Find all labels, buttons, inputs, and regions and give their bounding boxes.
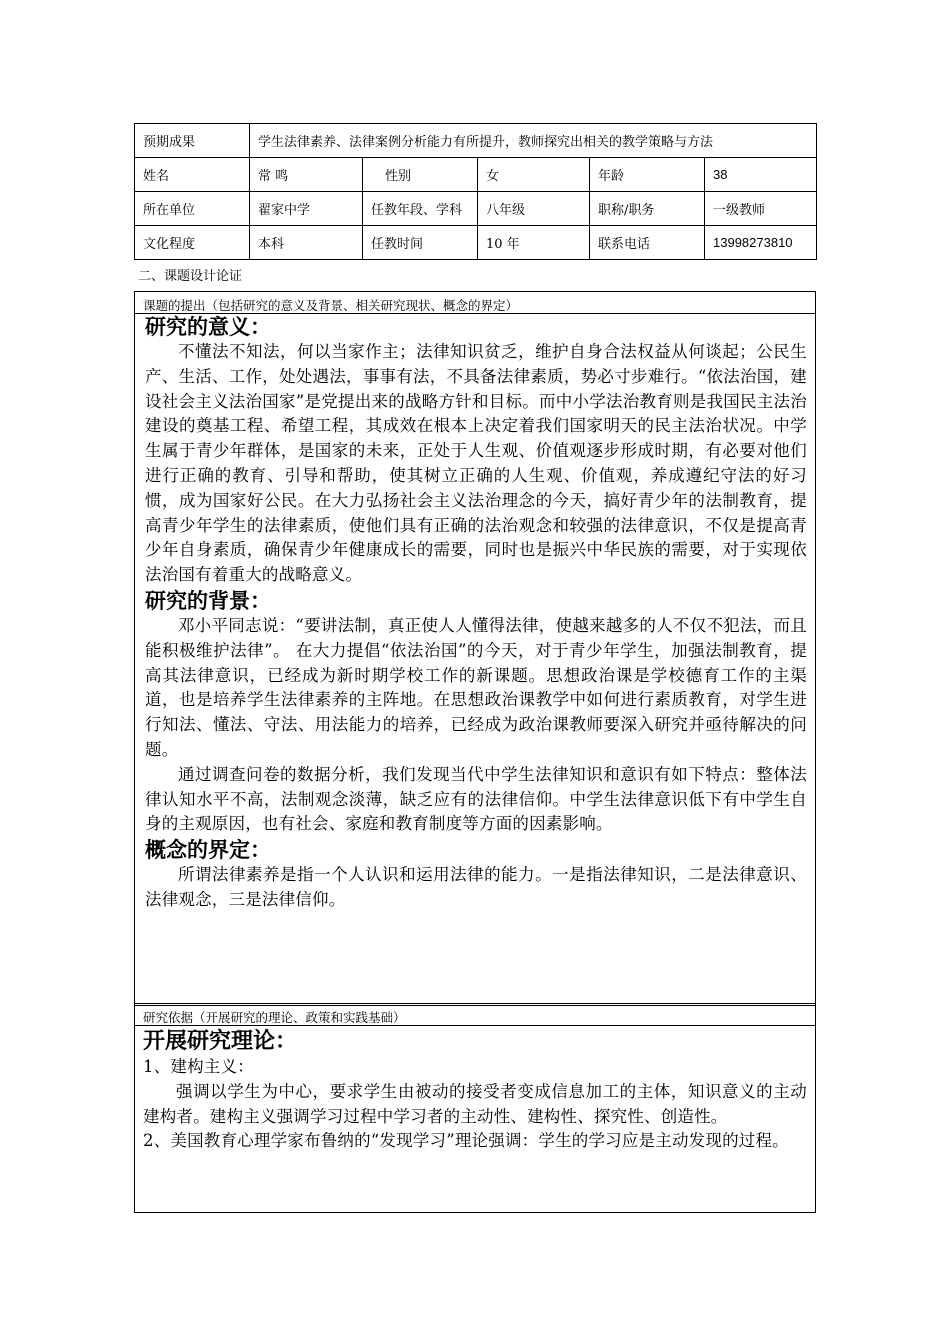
definition-heading: 概念的界定： [145,838,271,863]
phone-value: 13998273810 [705,226,817,260]
table-row [135,192,817,226]
survey-paragraph: 通过调查问卷的数据分析，我们发现当代中学生法律知识和意识有如下特点：整体法律认知水平不高，法制观念淡薄，缺乏应有的法律信仰。中学生法律意识低下有中学生自身的主观原因，也有社会、家庭和教育制度等方面的因素影响。 [145,764,807,834]
gender-value: 女 [478,158,590,192]
title-value: 一级教师 [705,192,817,226]
research-basis-box [134,1003,816,1213]
constructivism-item: 1、建构主义： [143,1057,254,1076]
expected-results-label: 预期成果 [135,124,250,158]
info-table [134,123,817,260]
title-label: 职称/职务 [590,192,705,226]
table-row [135,124,817,158]
research-basis-header: 研究依据（开展研究的理论、政策和实践基础） [135,1004,815,1026]
education-value: 本科 [250,226,363,260]
significance-paragraph: 不懂法不知法，何以当家作主；法律知识贫乏，维护自身合法权益从何谈起；公民生产、生活、工作，处处遇法，事事有法，不具备法律素质，势必寸步难行。“依法治国，建设社会主义法治国家”是党提出来的战略方针和目标。而中小学法治教育则是我国民主法治建设的奠基工程、希望工程，其成效在根本上决定着我们国家明天的民主法治状况。中学生属于青少年群体，是国家的未来，正处于人生观、价值观逐步形成时期，有必要对他们进行正确的教育、引导和帮助，使其树立正确的人生观、价值观，养成遵纪守法的好习惯，成为国家好公民。在大力弘扬社会主义法治理念的今天，搞好青少年的法制教育，提高青少年学生的法律素质，使他们具有正确的法治观念和较强的法律意识，不仅是提高青少年自身素质，确保青少年健康成长的需要，同时也是振兴中华民族的需要，对于实现依法治国有着重大的战略意义。 [145,342,807,585]
name-label: 姓名 [135,158,250,192]
section-heading: 二、课题设计论证 [138,269,243,284]
theory-heading: 开展研究理论： [143,1029,298,1054]
bruner-paragraph: 2、美国教育心理学家布鲁纳的“发现学习”理论强调：学生的学习应是主动发现的过程。 [143,1131,789,1151]
background-heading: 研究的背景： [145,588,271,613]
significance-heading: 研究的意义： [145,315,271,339]
constructivism-paragraph: 强调以学生为中心，要求学生由被动的接受者变成信息加工的主体，知识意义的主动建构者。建构主义强调学习过程中学习者的主动性、建构性、探究性、创造性。 [143,1081,807,1126]
phone-label: 联系电话 [590,226,705,260]
age-label: 年龄 [590,158,705,192]
education-label: 文化程度 [135,226,250,260]
definition-paragraph: 所谓法律素养是指一个人认识和运用法律的能力。一是指法律知识，二是法律意识、法律观念，三是法律信仰。 [145,865,807,909]
teaching-years-value: 10 年 [478,226,590,260]
unit-value: 翟家中学 [250,192,363,226]
background-paragraph: 邓小平同志说：“要讲法制，真正使人人懂得法律，使越来越多的人不仅不犯法，而且能积极维护法律”。 在大力提倡“依法治国”的今天，对于青少年学生，加强法制教育，提高其法律意识，已经成为新时期学校工作的新课题。思想政治课是学校德育工作的主渠道，也是培养学生法律素养的主阵地。在思想政治课教学中如何进行素质教育，对学生进行知法、懂法、守法、用法能力的培养，已经成为政治课教师要深入研究并亟待解决的问题。 [145,615,807,759]
teaching-years-label: 任教时间 [363,226,478,260]
gender-label: 性别 [363,158,478,192]
table-row [135,158,817,192]
expected-results-value: 学生法律素养、法律案例分析能力有所提升，教师探究出相关的教学策略与方法 [250,124,817,158]
name-value: 常 鸣 [250,158,363,192]
table-row [135,226,817,260]
subject-value: 八年级 [478,192,590,226]
subject-label: 任教年段、学科 [363,192,478,226]
age-value: 38 [705,158,817,192]
research-basis-body [135,1028,815,1154]
unit-label: 所在单位 [135,192,250,226]
topic-proposal-box [134,291,816,1006]
topic-proposal-header: 课题的提出（包括研究的意义及背景、相关研究现状、概念的界定） [135,292,815,314]
topic-proposal-body [135,314,815,913]
